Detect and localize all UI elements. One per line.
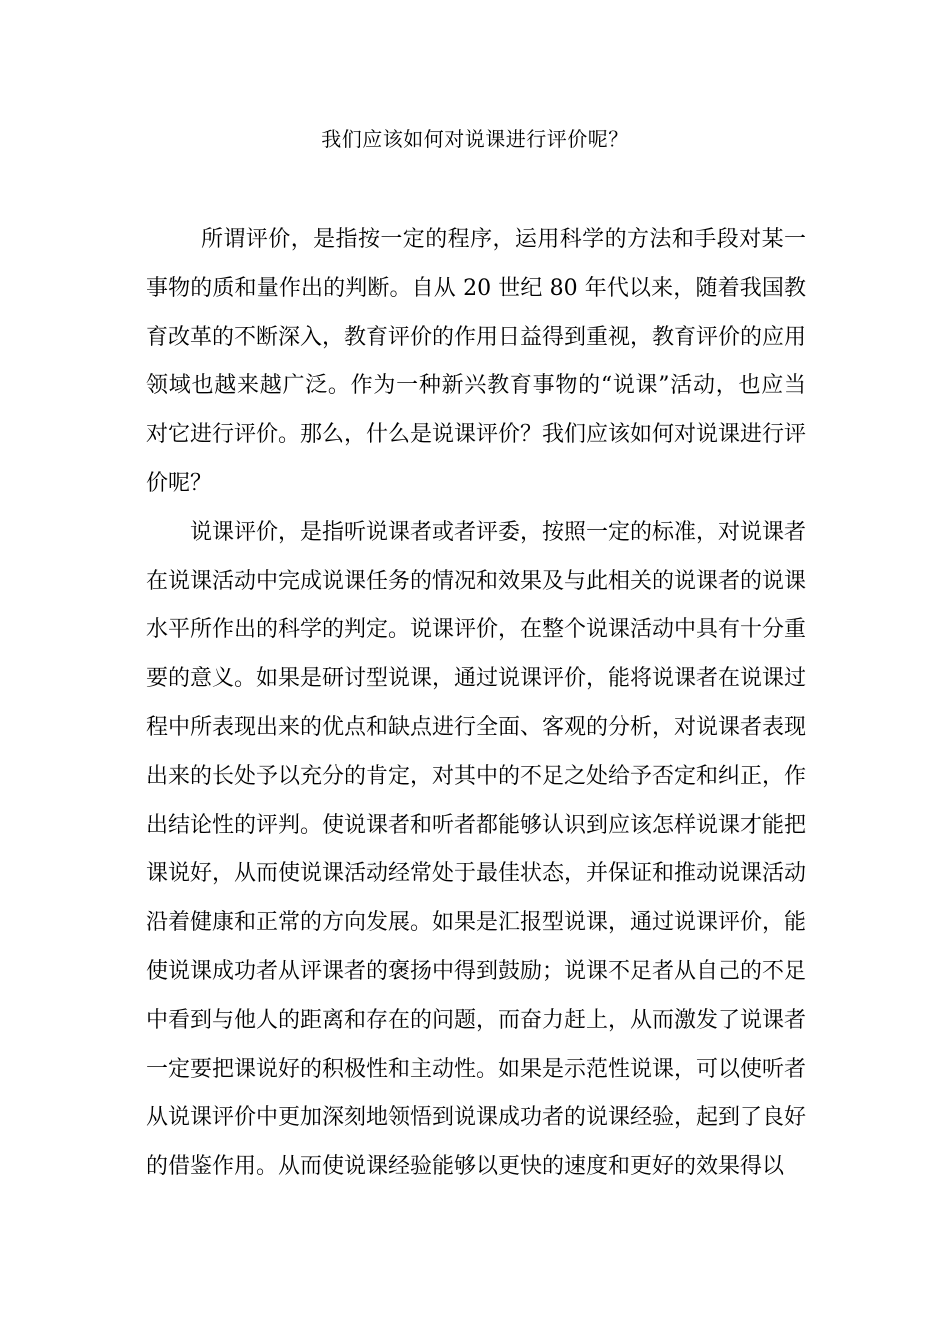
document-title: 我们应该如何对说课进行评价呢？	[321, 127, 629, 151]
paragraph-2: 说课评价，是指听说课者或者评委，按照一定的标准，对说课者在说课活动中完成说课任务的情况和效果及与此相关的说课者的说课水平所作出的科学的判定。说课评价，在整个说课活动中具有十分重要的意义。如果是研讨型说课，通过说课评价，能将说课者在说课过程中所表现出来的优点和缺点进行全面、客观的分析，对说课者表现出来的长处予以充分的肯定，对其中的不足之处给予否定和纠正，作出结论性的评判。使说课者和听者都能够认识到应该怎样说课才能把课说好，从而使说课活动经常处于最佳状态，并保证和推动说课活动沿着健康和正常的方向发展。如果是汇报型说课，通过说课评价，能使说课成功者从评课者的褒扬中得到鼓励；说课不足者从自己的不足中看到与他人的距离和存在的问题，而奋力赶上，从而激发了说课者一定要把课说好的积极性和主动性。如果是示范性说课，可以使听者从说课评价中更加深刻地领悟到说课成功者的说课经验，起到了良好的借鉴作用。从而使说课经验能够以更快的速度和更好的效果得以	[146, 519, 807, 1180]
paragraph-1: 所谓评价，是指按一定的程序，运用科学的方法和手段对某一事物的质和量作出的判断。自从 20 世纪 80 年代以来，随着我国教育改革的不断深入，教育评价的作用日益得到重视，教育评价的应用领域也越来越广泛。作为一种新兴教育事物的“说课”活动，也应当对它进行评价。那么，什么是说课评价？我们应该如何对说课进行评价呢？	[146, 227, 807, 496]
document-body	[146, 216, 806, 1192]
